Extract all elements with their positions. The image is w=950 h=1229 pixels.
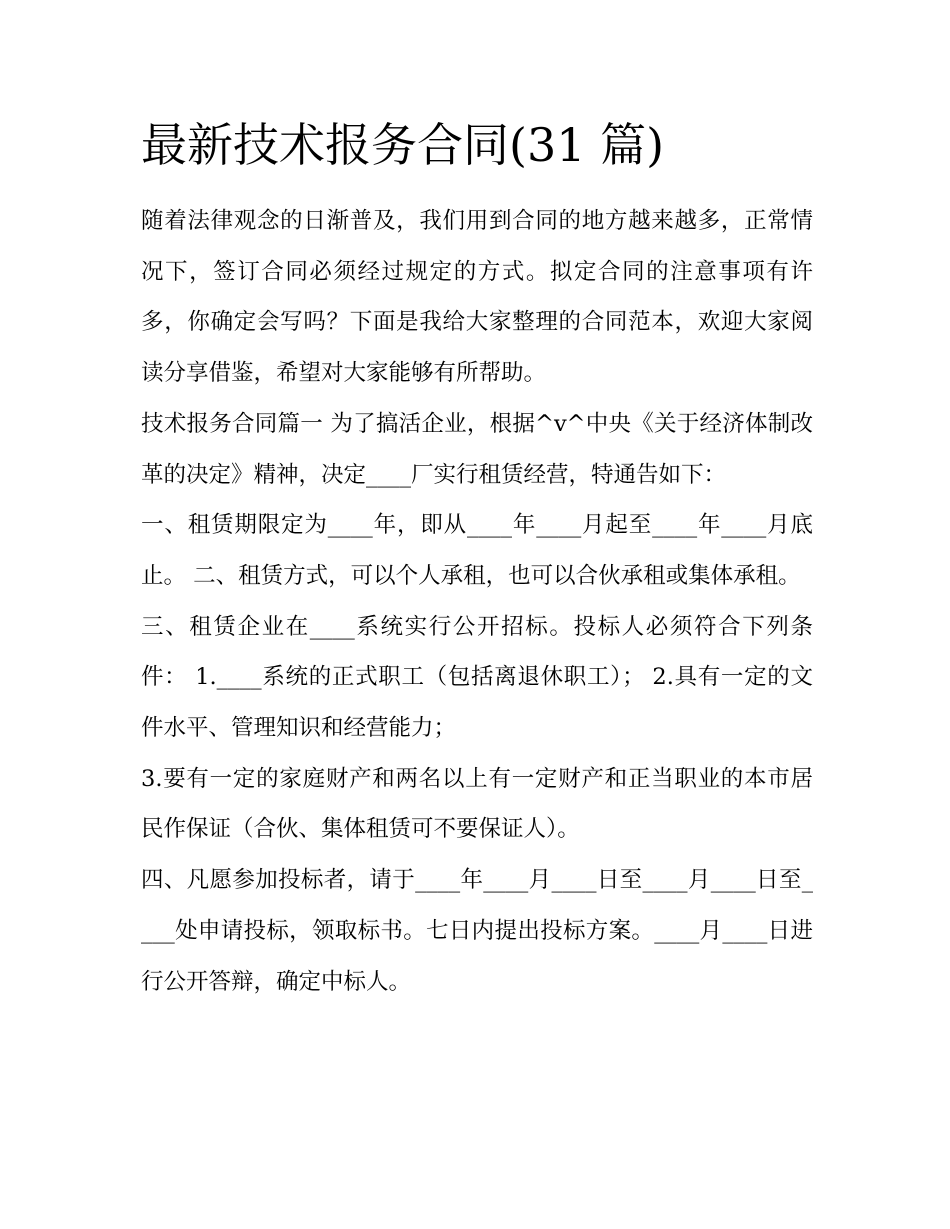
paragraph-bid-application: 四、凡愿参加投标者，请于____年____月____日至____月____日至____处申请投标，领取标书。七日内提出投标方案。____月____日进行公开答辩，确定中标人。	[141, 867, 813, 995]
paragraph-lease-term: 一、租赁期限定为____年，即从____年____月起至____年____月底止。 二、租赁方式，可以个人承租，也可以合伙承租或集体承租。	[141, 512, 813, 589]
document-title: 最新技术报务合同(31 篇)	[141, 118, 665, 172]
paragraph-contract-opening: 技术报务合同篇一 为了搞活企业，根据^v^中央《关于经济体制改革的决定》精神，决定____厂实行租赁经营，特通告如下：	[141, 410, 813, 488]
paragraph-intro: 随着法律观念的日渐普及，我们用到合同的地方越来越多，正常情况下，签订合同必须经过规定的方式。拟定合同的注意事项有许多，你确定会写吗？下面是我给大家整理的合同范本，欢迎大家阅读分享借鉴，希望对大家能够有所帮助。	[141, 208, 813, 387]
paragraph-guarantee: 3.要有一定的家庭财产和两名以上有一定财产和正当职业的本市居民作保证（合伙、集体租赁可不要保证人）。	[141, 765, 813, 843]
paragraph-bidding-conditions: 三、租赁企业在____系统实行公开招标。投标人必须符合下列条件： 1.____系统的正式职工（包括离退休职工）； 2.具有一定的文件水平、管理知识和经营能力；	[141, 613, 813, 742]
document-body	[141, 112, 813, 1007]
